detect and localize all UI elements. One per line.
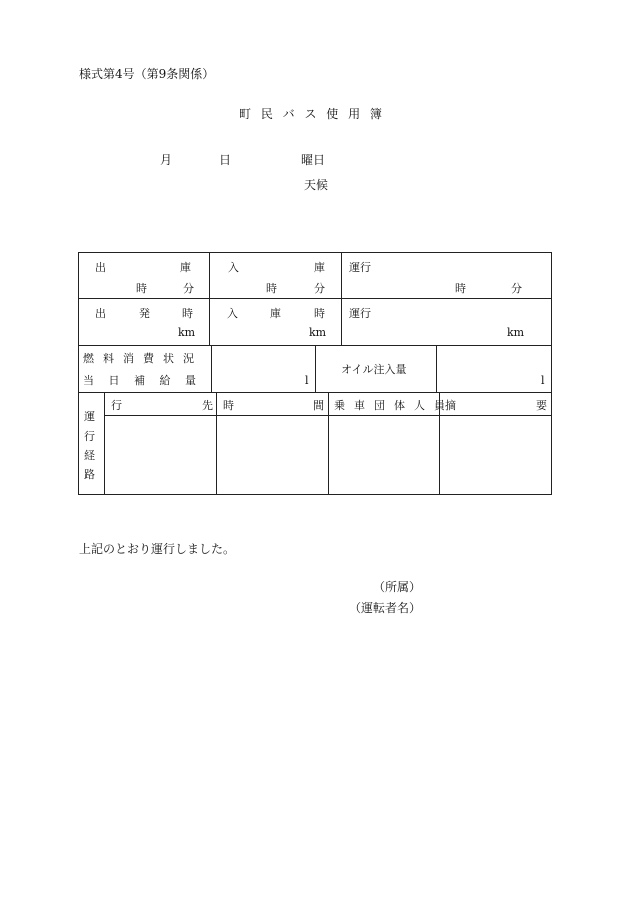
depart-hour: 時 — [136, 282, 147, 295]
route-label-3: 経 — [84, 449, 95, 462]
odo-depart-3: 時 — [182, 307, 193, 320]
odo-depart-2: 発 — [139, 307, 150, 320]
odo-enter-1: 入 — [227, 307, 238, 320]
odo-enter-km: km — [309, 326, 327, 339]
remarks-header-2: 要 — [536, 399, 547, 412]
weather-label: 天候 — [304, 178, 329, 192]
time-header-1: 時 — [223, 399, 234, 412]
operation-minute: 分 — [511, 282, 522, 295]
enter-label-left: 入 — [228, 261, 239, 274]
oil-label: オイル注入量 — [341, 363, 407, 376]
route-label-2: 行 — [84, 430, 95, 443]
enter-label-right: 庫 — [314, 261, 325, 274]
dest-header-1: 行 — [111, 399, 122, 412]
route-label-4: 路 — [84, 468, 95, 481]
fuel-label-2: 当 日 補 給 量 — [83, 374, 202, 387]
depart-minute: 分 — [183, 282, 194, 295]
route-label-1: 運 — [84, 410, 95, 423]
time-header-2: 間 — [313, 399, 324, 412]
enter-hour: 時 — [266, 282, 277, 295]
odo-depart-km: km — [178, 326, 196, 339]
remarks-header-1: 摘 — [445, 399, 456, 412]
odo-enter-3: 時 — [314, 307, 325, 320]
date-weekday: 曜日 — [301, 153, 326, 167]
enter-minute: 分 — [314, 282, 325, 295]
closing-statement: 上記のとおり運行しました。 — [79, 542, 236, 556]
depart-label-right: 庫 — [180, 261, 191, 274]
depart-label-left: 出 — [95, 261, 106, 274]
odo-depart-1: 出 — [95, 307, 106, 320]
operation-label: 運行 — [349, 261, 371, 274]
affiliation-label: （所属） — [373, 580, 422, 594]
driver-name-label: （運転者名） — [349, 601, 422, 615]
odo-operation-label: 運行 — [349, 307, 371, 320]
oil-unit: l — [541, 374, 545, 387]
date-day: 日 — [219, 153, 232, 167]
odo-enter-2: 庫 — [270, 307, 281, 320]
group-header: 乗 車 団 体 人 員 — [334, 399, 448, 412]
fuel-label-1: 燃 料 消 費 状 況 — [83, 352, 197, 365]
odo-operation-km: km — [507, 326, 525, 339]
form-number: 様式第4号（第9条関係） — [79, 67, 215, 81]
dest-header-2: 先 — [202, 399, 213, 412]
page-title: 町 民 バ ス 使 用 簿 — [239, 107, 385, 121]
fuel-unit: l — [305, 374, 309, 387]
operation-hour: 時 — [455, 282, 466, 295]
date-month: 月 — [160, 153, 173, 167]
